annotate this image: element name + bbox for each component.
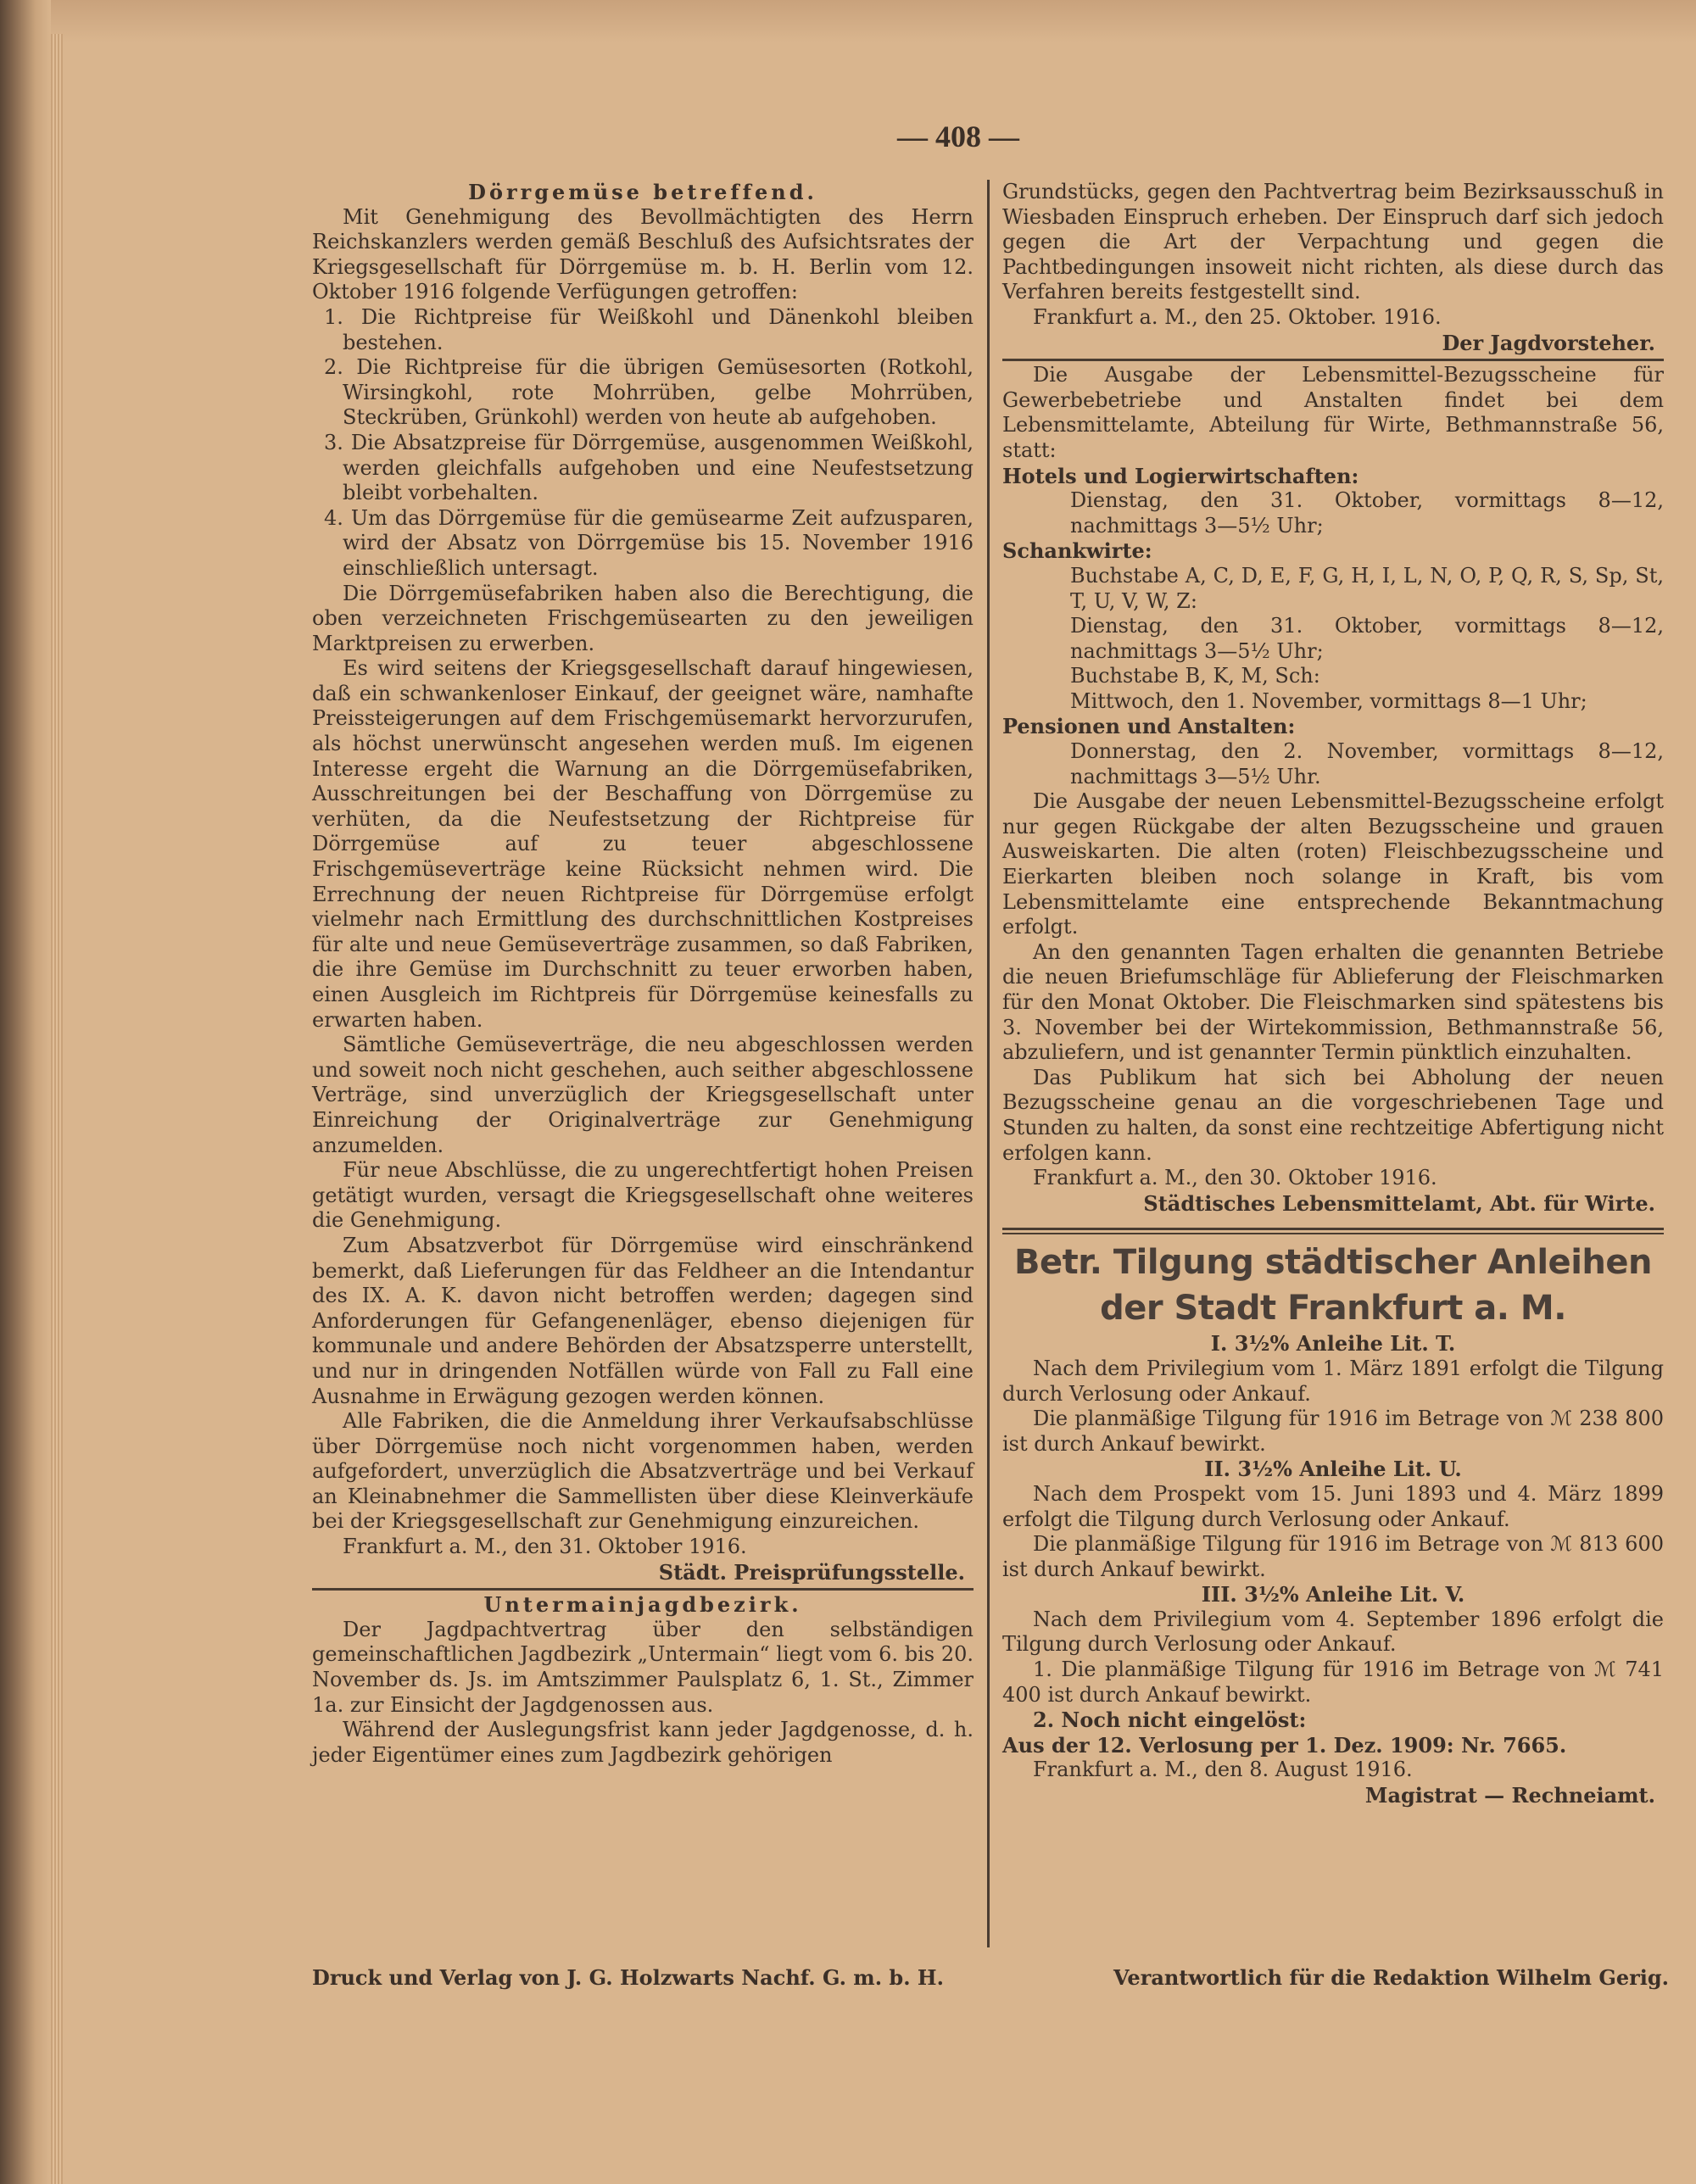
schedule-line: Mittwoch, den 1. November, vormittags 8—1 Uhr; — [1070, 688, 1587, 713]
dateline: Frankfurt a. M., den 31. Oktober 1916. — [343, 1535, 747, 1559]
paragraph: Alle Fabriken, die die Anmeldung ihrer Verkaufsabschlüsse über Dörrgemüse noch nicht vorgenommen haben, werden aufgefordert, unverzüglich die Absatzverträge und bei Verkauf an Kleinabnehmer die Sammellisten über diese Kleinverkäufe bei der Kriegsgesellschaft zur Genehmigung einzureichen. — [312, 1409, 974, 1534]
signature: Der Jagdvorsteher. — [1442, 330, 1655, 355]
column-divider — [987, 180, 990, 1947]
paragraph: Es wird seitens der Kriegsgesellschaft darauf hingewiesen, daß ein schwankenloser Einkauf, der geeignet wäre, namhafte Preissteigerungen auf dem Frischgemüsemarkt hervorzurufen, als höchst unerwünscht angesehen werden muß. Im eigenen Interesse ergeht die Warnung an die Dörrgemüsefabriken, Ausschreitungen bei der Beschaffung von Dörrgemüse zu verhüten, da die Neufestsetzung der Richtpreise für Dörrgemüse auf zu teuer abgeschlossene Frischgemüseverträge keine Rücksicht nehmen wird. Die Errechnung der neuen Richtpreise für Dörrgemüse erfolgt vielmehr nach Ermittlung des durchschnittlichen Kostpreises für alte und neue Gemüseverträge zusammen, so daß Fabriken, die ihre Gemüse im Durchschnitt zu teuer erworben haben, einen Ausgleich im Richtpreis für Dörrgemüse keinesfalls zu erwarten haben. — [312, 656, 974, 1032]
imprint-footer — [312, 1965, 1669, 1990]
page-stack-edge — [51, 34, 63, 2184]
headline: Betr. Tilgung städtischer Anleihen der Stadt Frankfurt a. M. — [1014, 1243, 1652, 1329]
paragraph: Sämtliche Gemüseverträge, die neu abgeschlossen werden und soweit noch nicht geschehen, auch seither abgeschlossene Verträge, sind unverzüglich der Kriegsgesellschaft unter Einreichung der Originalverträge zur Genehmigung anzumelden. — [312, 1033, 974, 1157]
list-item: 2. Die Richtpreise für die übrigen Gemüsesorten (Rotkohl, Wirsingkohl, rote Mohrrüben, gelbe Mohrrüben, Steckrüben, Grünkohl) werden von heute ab aufgehoben. — [324, 355, 974, 430]
subheading: III. 3½% Anleihe Lit. V. — [1201, 1582, 1465, 1607]
page-number: — 408 — — [897, 120, 1019, 153]
paragraph: Zum Absatzverbot für Dörrgemüse wird einschränkend bemerkt, daß Lieferungen für das Feldheer an die Intendantur des IX. A. K. davon nicht betroffen werden; dagegen sind Anforderungen für Gefangenenläger, ebenso diejenigen für kommunale und andere Behörden der Absatzsperre unterstellt, und nur in dringenden Notfällen würde von Fall zu Fall eine Ausnahme in Erwägung gezogen werden können. — [312, 1233, 974, 1408]
paragraph: 1. Die planmäßige Tilgung für 1916 im Betrage von ℳ 741 400 ist durch Ankauf bewirkt. — [1002, 1658, 1664, 1707]
paragraph: An den genannten Tagen erhalten die genannten Betriebe die neuen Briefumschläge für Ablieferung der Fleischmarken für den Monat Oktober. Die Fleischmarken sind spätestens bis 3. November bei der Wirtekommission, Bethmannstraße 56, abzuliefern, und ist genannter Termin pünktlich einzuhalten. — [1002, 939, 1664, 1065]
subheading: II. 3½% Anleihe Lit. U. — [1204, 1457, 1462, 1482]
right-column — [1002, 180, 1664, 1808]
section-label: Schankwirte: — [1002, 538, 1152, 564]
divider — [1002, 359, 1664, 361]
paragraph: Die planmäßige Tilgung für 1916 im Betrage von ℳ 813 600 ist durch Ankauf bewirkt. — [1002, 1532, 1664, 1581]
list-item: 3. Die Absatzpreise für Dörrgemüse, ausgenommen Weißkohl, werden gleichfalls aufgehoben und eine Neufestsetzung bleibt vorbehalten. — [324, 430, 974, 505]
editor-imprint: Verantwortlich für die Redaktion Wilhelm Gerig. — [1113, 1965, 1669, 1990]
double-divider — [1002, 1228, 1664, 1234]
paragraph: Aus der 12. Verlosung per 1. Dez. 1909: Nr. 7665. — [1002, 1732, 1567, 1758]
paragraph: Während der Auslegungsfrist kann jeder Jagdgenosse, d. h. jeder Eigentümer eines zum Jagdbezirk gehörigen — [312, 1718, 974, 1767]
article-title: Dörrgemüse betreffend. — [468, 180, 817, 204]
schedule-line: Buchstabe B, K, M, Sch: — [1070, 664, 1320, 688]
schedule-line: Dienstag, den 31. Oktober, vormittags 8—12, nachmittags 3—5½ Uhr; — [1070, 614, 1664, 663]
paragraph: Die planmäßige Tilgung für 1916 im Betrage von ℳ 238 800 ist durch Ankauf bewirkt. — [1002, 1407, 1664, 1456]
paragraph: Das Publikum hat sich bei Abholung der neuen Bezugsscheine genau an die vorgeschriebenen Tage und Stunden zu halten, da sonst eine rechtzeitige Abfertigung nicht erfolgen kann. — [1002, 1065, 1664, 1165]
paragraph: Mit Genehmigung des Bevollmächtigten des Herrn Reichskanzlers werden gemäß Beschluß des Aufsichtsrates der Kriegsgesellschaft für Dörrgemüse m. b. H. Berlin vom 12. Oktober 1916 folgende Verfügungen getroffen: — [312, 204, 974, 304]
divider — [312, 1588, 974, 1591]
paragraph: Grundstücks, gegen den Pachtvertrag beim Bezirksausschuß in Wiesbaden Einspruch erheben. Der Einspruch darf sich jedoch gegen die Art der Verpachtung und gegen die Pachtbedingungen insoweit nicht richten, als diese durch das Verfahren bereits festgestellt sind. — [1002, 180, 1664, 304]
schedule-line: Buchstabe A, C, D, E, F, G, H, I, L, N, O, P, Q, R, S, Sp, St, T, U, V, W, Z: — [1070, 563, 1664, 613]
list-item: 1. Die Richtpreise für Weißkohl und Dänenkohl bleiben bestehen. — [324, 304, 974, 354]
section-label: Pensionen und Anstalten: — [1002, 714, 1296, 739]
paragraph: Nach dem Prospekt vom 15. Juni 1893 und 4. März 1899 erfolgt die Tilgung durch Verlosung oder Ankauf. — [1002, 1481, 1664, 1531]
book-spine-edge — [0, 0, 51, 2184]
left-column — [312, 180, 974, 1768]
dateline: Frankfurt a. M., den 25. Oktober. 1916. — [1033, 304, 1442, 329]
paragraph: Der Jagdpachtvertrag über den selbständigen gemeinschaftlichen Jagdbezirk „Untermain“ liegt vom 6. bis 20. November ds. Js. im Amtszimmer Paulsplatz 6, 1. St., Zimmer 1a. zur Einsicht der Jagdgenossen aus. — [312, 1617, 974, 1717]
subheading: I. 3½% Anleihe Lit. T. — [1210, 1331, 1456, 1357]
paragraph: Nach dem Privilegium vom 1. März 1891 erfolgt die Tilgung durch Verlosung oder Ankauf. — [1002, 1356, 1664, 1406]
list-item: 4. Um das Dörrgemüse für die gemüsearme Zeit aufzusparen, wird der Absatz von Dörrgemüse bis 15. November 1916 einschließlich untersagt. — [324, 505, 974, 580]
paragraph: Nach dem Privilegium vom 4. September 1896 erfolgt die Tilgung durch Verlosung oder Ankauf. — [1002, 1607, 1664, 1657]
schedule-line: Donnerstag, den 2. November, vormittags 8—12, nachmittags 3—5½ Uhr. — [1070, 739, 1664, 788]
paragraph: Die Ausgabe der Lebensmittel-Bezugsscheine für Gewerbebetriebe und Anstalten findet bei dem Lebensmittelamte, Abteilung für Wirte, Bethmannstraße 56, statt: — [1002, 363, 1664, 462]
schedule-line: Dienstag, den 31. Oktober, vormittags 8—12, nachmittags 3—5½ Uhr; — [1070, 488, 1664, 538]
page-top-shadow — [51, 0, 1696, 42]
dateline: Frankfurt a. M., den 30. Oktober 1916. — [1033, 1166, 1437, 1190]
signature: Städtisches Lebensmittelamt, Abt. für Wirte. — [1143, 1190, 1655, 1216]
paragraph: 2. Noch nicht eingelöst: — [1033, 1708, 1307, 1733]
paragraph: Die Dörrgemüsefabriken haben also die Berechtigung, die oben verzeichneten Frischgemüsearten zu den jeweiligen Marktpreisen zu erwerben. — [312, 581, 974, 655]
signature: Städt. Preisprüfungsstelle. — [658, 1559, 965, 1585]
article-title: Untermainjagdbezirk. — [483, 1592, 802, 1618]
paragraph: Für neue Abschlüsse, die zu ungerechtfertigt hohen Preisen getätigt wurden, versagt die Kriegsgesellschaft ohne weiteres die Genehmigung. — [312, 1158, 974, 1233]
paragraph: Die Ausgabe der neuen Lebensmittel-Bezugsscheine erfolgt nur gegen Rückgabe der alten Bezugsscheine und grauen Ausweiskarten. Die alten (roten) Fleischbezugsscheine und Eierkarten bleiben noch solange in Kraft, bis vom Lebensmittelamte eine entsprechende Bekanntmachung erfolgt. — [1002, 789, 1664, 939]
printer-imprint: Druck und Verlag von J. G. Holzwarts Nachf. G. m. b. H. — [312, 1965, 944, 1990]
dateline: Frankfurt a. M., den 8. August 1916. — [1033, 1758, 1413, 1782]
signature: Magistrat — Rechneiamt. — [1364, 1783, 1655, 1808]
section-label: Hotels und Logierwirtschaften: — [1002, 463, 1359, 488]
